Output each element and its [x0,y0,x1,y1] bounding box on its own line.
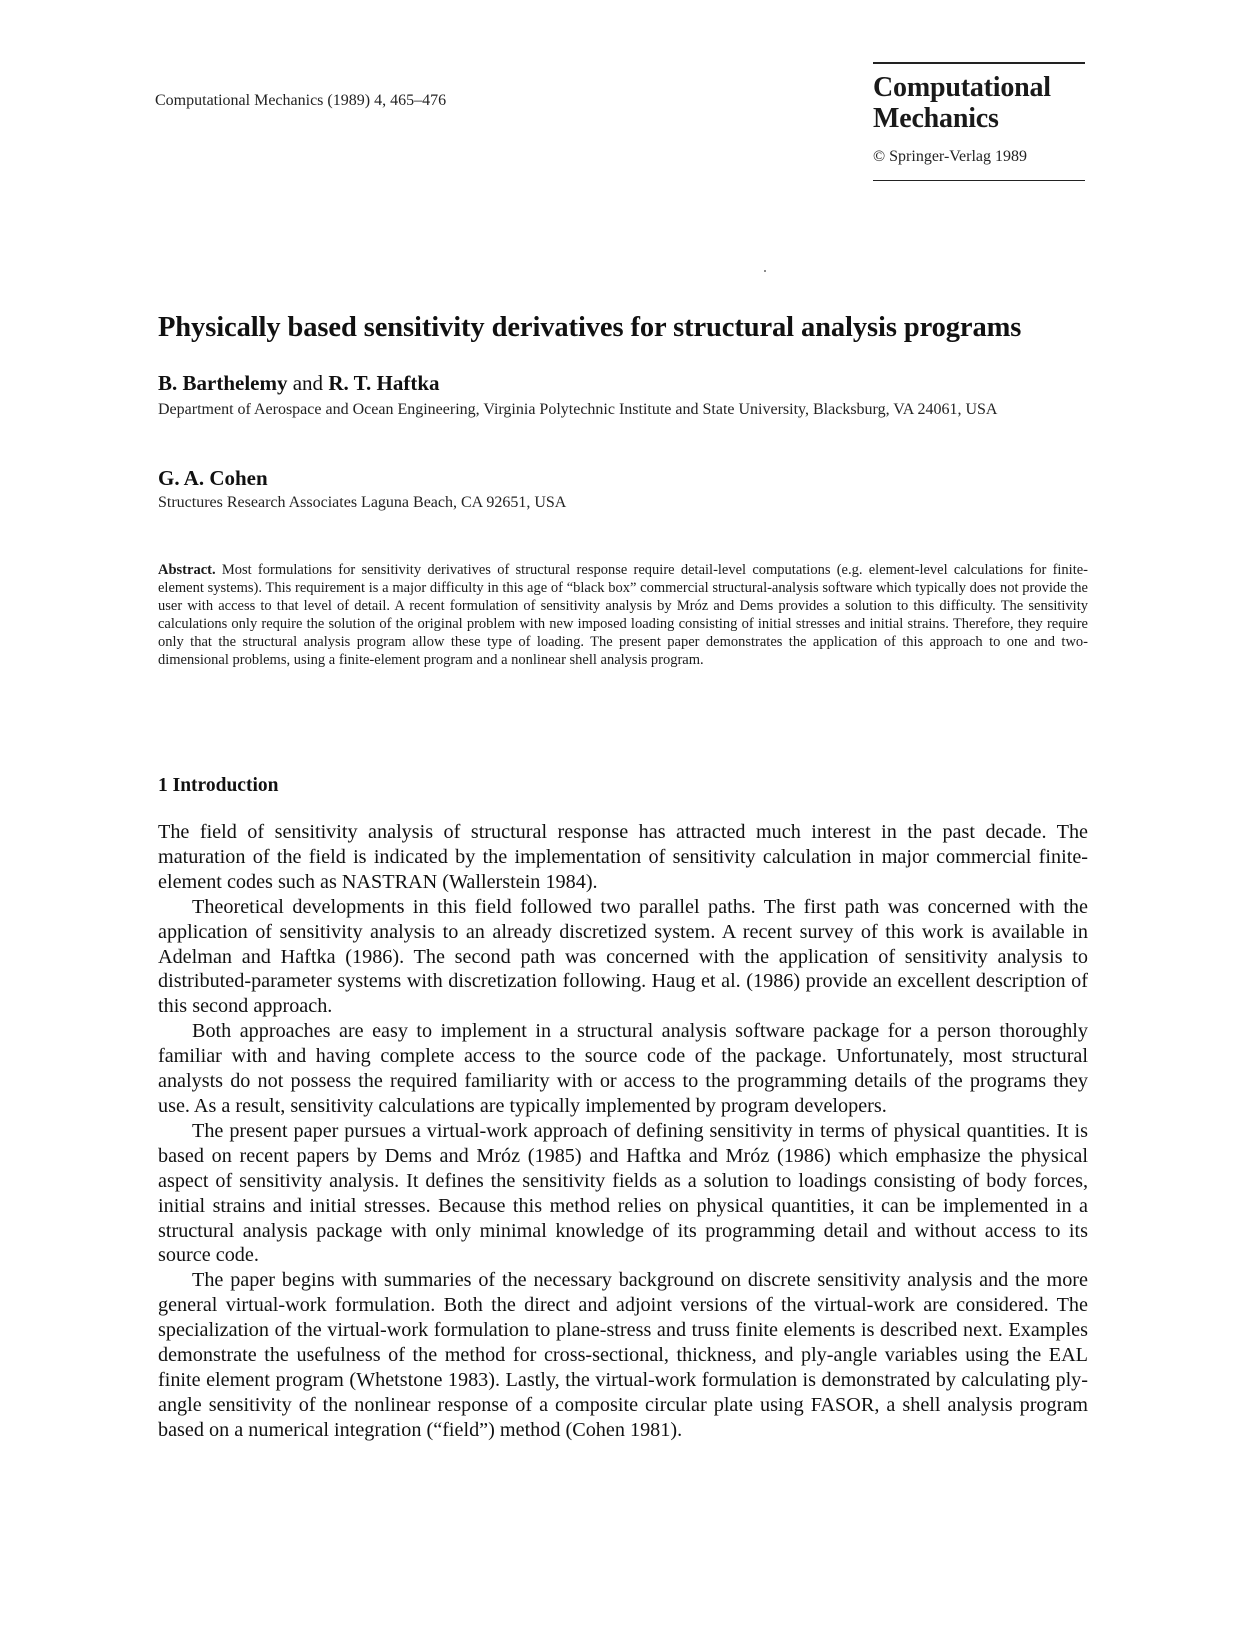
scan-speck [764,270,766,272]
author-conjunction: and [292,371,324,395]
publisher-copyright: © Springer-Verlag 1989 [873,147,1028,165]
author-affiliation-1: Department of Aerospace and Ocean Engineering, Virginia Polytechnic Institute and State University, Blacksburg, VA 24061, USA [158,401,998,418]
journal-masthead [873,62,1085,181]
article-title: Physically based sensitivity derivatives for structural analysis programs [158,312,1022,343]
body-paragraph: The present paper pursues a virtual-work approach of defining sensitivity in terms of physical quantities. It is based on recent papers by Dems and Mróz (1985) and Haftka and Mróz (1986) which emphasize the physical aspect of sensitivity analysis. It defines the sensitivity fields as a solution to loadings consisting of body forces, initial strains and initial stresses. Because this method relies on physical quantities, it can be implemented in a structural analysis package with only minimal knowledge of its programming detail and without access to its source code. [158,1119,1088,1267]
author-line-2: G. A. Cohen [158,466,268,490]
masthead-bottom-rule [873,180,1085,182]
journal-name [873,72,1085,134]
author-line-1 [158,371,440,396]
abstract-label: Abstract. [158,562,216,578]
section-body [158,820,1088,1443]
body-paragraph: The field of sensitivity analysis of structural response has attracted much interest in the past decade. The maturation of the field is indicated by the implementation of sensitivity calculation in major commercial finite-element codes such as NASTRAN (Wallerstein 1984). [158,821,1088,893]
author-name: R. T. Haftka [328,371,440,395]
journal-citation: Computational Mechanics (1989) 4, 465–476 [155,92,447,109]
section-heading: 1 Introduction [158,775,279,796]
body-paragraph: Theoretical developments in this field followed two parallel paths. The first path was concerned with the application of sensitivity analysis to an already discretized system. A recent survey of this work is available in Adelman and Haftka (1986). The second path was concerned with the application of sensitivity analysis to distributed-parameter systems with discretization following. Haug et al. (1986) provide an excellent description of this second approach. [158,895,1088,1018]
abstract [158,562,1088,669]
author-name: B. Barthelemy [158,371,288,395]
abstract-text: Most formulations for sensitivity derivatives of structural response require detail-level computations (e.g. element-level calculations for finite-element systems). This requirement is a major difficulty in this age of “black box” commercial structural-analysis software which typically does not provide the user with access to that level of detail. A recent formulation of sensitivity analysis by Mróz and Dems provides a solution to this difficulty. The sensitivity calculations only require the solution of the original problem with new imposed loading consisting of initial stresses and initial strains. Therefore, they require only that the structural analysis program allow these type of loading. The present paper demonstrates the application of this approach to one and two-dimensional problems, using a finite-element program and a nonlinear shell analysis program. [158,562,1089,668]
body-paragraph: Both approaches are easy to implement in a structural analysis software package for a person thoroughly familiar with and having complete access to the source code of the package. Unfortunately, most structural analysts do not possess the required familiarity with or access to the programming details of the programs they use. As a result, sensitivity calculations are typically implemented by program developers. [158,1020,1088,1117]
masthead-top-rule [873,62,1085,64]
journal-name-line2: Mechanics [873,102,999,134]
body-paragraph: The paper begins with summaries of the necessary background on discrete sensitivity analysis and the more general virtual-work formulation. Both the direct and adjoint versions of the virtual-work are considered. The specialization of the virtual-work formulation to plane-stress and truss finite elements is described next. Examples demonstrate the usefulness of the method for cross-sectional, thickness, and ply-angle variables using the EAL finite element program (Whetstone 1983). Lastly, the virtual-work formulation is demonstrated by calculating ply-angle sensitivity of the nonlinear response of a composite circular plate using FASOR, a shell analysis program based on a numerical integration (“field”) method (Cohen 1981). [158,1269,1088,1441]
author-affiliation-2: Structures Research Associates Laguna Beach, CA 92651, USA [158,494,567,511]
journal-name-line1: Computational [873,71,1051,103]
